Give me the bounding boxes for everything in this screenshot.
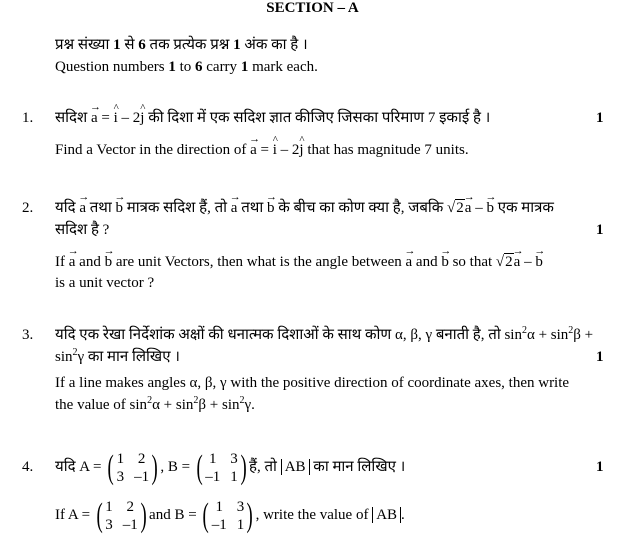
question-number: 1. <box>22 110 34 126</box>
text-fragment: γ. <box>244 397 255 413</box>
question-hindi <box>55 109 490 127</box>
text-fragment: 3 <box>105 516 113 533</box>
text-fragment: – 2 <box>276 142 300 158</box>
text-fragment: → a <box>465 199 472 217</box>
question-english <box>55 141 469 159</box>
text-fragment: से <box>120 37 139 53</box>
text-fragment: Find a Vector in the direction of <box>55 142 251 158</box>
text-fragment: 1 <box>215 498 223 515</box>
text-fragment: → b <box>535 253 543 271</box>
text-fragment: 1 <box>208 450 217 467</box>
question-english-cont: is a unit vector ? <box>55 275 155 291</box>
text-fragment: 2 <box>456 200 464 216</box>
text-fragment: 1 <box>168 59 176 75</box>
text-fragment: → b <box>105 253 113 271</box>
text-fragment: –1 <box>134 468 150 485</box>
text-fragment: 1 <box>230 468 238 485</box>
text-fragment: के बीच का कोण क्या है, जबकि <box>274 200 448 216</box>
parenthesis: ) <box>140 496 147 534</box>
text-fragment: का मान लिखिए । <box>309 459 406 475</box>
question-marks: 1 <box>596 459 604 475</box>
text-fragment: → b <box>267 199 275 217</box>
question-number: 4. <box>22 459 34 475</box>
text-fragment: the value of sin <box>55 397 148 413</box>
question-marks: 1 <box>596 222 604 238</box>
text-fragment: मात्रक सदिश हैं, तो <box>123 200 231 216</box>
text-fragment: , write the value of <box>255 507 373 523</box>
text-fragment: की दिशा में एक सदिश ज्ञात कीजिए जिसका परिमाण 7 इकाई है । <box>144 110 491 126</box>
text-fragment: 1 <box>116 450 125 467</box>
text-fragment: If <box>55 254 69 270</box>
square-root: √2 <box>447 200 464 216</box>
text-fragment: → a <box>91 109 98 127</box>
text-fragment: and <box>75 254 105 270</box>
section-title: SECTION – A <box>266 0 359 16</box>
text-fragment: 2 <box>568 325 574 336</box>
text-fragment: that has magnitude 7 units. <box>303 142 469 158</box>
square-root: √2 <box>495 254 513 270</box>
text-fragment: – 2 <box>117 110 141 126</box>
text-fragment: 6 <box>195 59 203 75</box>
text-fragment: AB <box>281 459 310 475</box>
question-english-cont <box>55 396 255 414</box>
text-fragment: 2 <box>239 395 245 406</box>
text-fragment: = <box>97 110 114 126</box>
question-hindi <box>55 199 554 217</box>
text-fragment: –1 <box>205 468 221 485</box>
text-fragment: and <box>412 254 442 270</box>
text-fragment: β + sin <box>198 397 240 413</box>
matrix-a <box>105 448 160 486</box>
question-number: 3. <box>22 327 34 343</box>
text-fragment: → b <box>116 199 124 217</box>
text-fragment: 2 <box>505 254 513 270</box>
parenthesis: ) <box>240 448 247 486</box>
matrix-b <box>194 448 249 486</box>
text-fragment: सदिश <box>55 110 91 126</box>
text-fragment: 2 <box>193 395 199 406</box>
question-english: If a line makes angles α, β, γ with the positive direction of coordinate axes, then write <box>55 375 570 391</box>
text-fragment: → b <box>486 199 494 217</box>
text-fragment: हैं, तो <box>249 459 281 475</box>
text-fragment: एक मात्रक <box>493 200 554 216</box>
matrix-part <box>205 451 238 485</box>
parenthesis: ( <box>107 448 115 486</box>
text-fragment: → b <box>441 253 449 271</box>
text-fragment: mark each. <box>248 59 318 75</box>
intro-hindi <box>55 36 308 54</box>
text-fragment: → a <box>231 199 238 217</box>
text-fragment: तथा <box>237 200 267 216</box>
text-fragment: तक प्रत्येक प्रश्न <box>145 37 234 53</box>
text-fragment: , B = <box>160 459 194 475</box>
text-fragment: so that <box>448 254 496 270</box>
text-fragment: 1 <box>113 37 121 53</box>
text-fragment: 3 <box>230 450 238 467</box>
text-fragment: 3 <box>116 468 125 485</box>
text-fragment: AB <box>372 507 401 523</box>
text-fragment: यदि एक रेखा निर्देशांक अक्षों की धनात्मक दिशाओं के साथ कोण α, β, γ बनाती है, तो sin <box>55 327 522 343</box>
question-hindi-cont <box>55 348 180 366</box>
text-fragment: ^ j <box>299 141 303 159</box>
text-fragment: Question numbers <box>55 59 169 75</box>
text-fragment: ^ i <box>114 109 118 127</box>
text-fragment: 2 <box>147 395 153 406</box>
matrix-part <box>212 499 245 533</box>
text-fragment: तथा <box>85 200 116 216</box>
text-fragment: carry <box>202 59 241 75</box>
text-fragment: 1 <box>233 37 241 53</box>
question-number: 2. <box>22 200 34 216</box>
text-fragment: 3 <box>236 498 245 515</box>
text-fragment: – <box>520 254 536 270</box>
parenthesis: ) <box>246 496 254 534</box>
parenthesis: ( <box>196 448 203 486</box>
question-hindi <box>55 440 405 494</box>
question-marks: 1 <box>596 349 604 365</box>
matrix-part <box>117 451 150 485</box>
text-fragment: 1 <box>240 59 249 75</box>
parenthesis: ( <box>96 496 103 534</box>
text-fragment: 6 <box>138 37 146 53</box>
text-fragment: sin <box>55 349 73 365</box>
parenthesis: ( <box>202 496 210 534</box>
parenthesis: ) <box>151 448 158 486</box>
text-fragment: 2 <box>137 450 146 467</box>
text-fragment: = <box>256 142 273 158</box>
text-fragment: – <box>471 200 487 216</box>
text-fragment: 1 <box>105 498 113 515</box>
question-hindi <box>55 326 593 344</box>
text-fragment: प्रश्न संख्या <box>55 37 114 53</box>
intro-english <box>55 58 318 76</box>
text-fragment: If A = <box>55 507 94 523</box>
text-fragment: –1 <box>122 516 138 533</box>
text-fragment: → a <box>79 199 86 217</box>
text-fragment: α + sin <box>526 327 569 343</box>
matrix-a <box>94 496 149 534</box>
text-fragment: –1 <box>211 516 227 533</box>
matrix-b <box>200 496 255 534</box>
text-fragment: 2 <box>521 325 527 336</box>
text-fragment: → a <box>514 253 521 271</box>
question-english <box>55 253 543 271</box>
text-fragment: . <box>401 507 405 523</box>
text-fragment: γ का मान लिखिए । <box>77 349 180 365</box>
text-fragment: and B = <box>149 507 201 523</box>
text-fragment: ^ i <box>273 141 277 159</box>
text-fragment: α + sin <box>152 397 194 413</box>
question-english <box>55 488 405 542</box>
question-marks: 1 <box>596 110 604 126</box>
question-hindi-cont: सदिश है ? <box>55 222 110 238</box>
text-fragment: are unit Vectors, then what is the angle between <box>112 254 406 270</box>
text-fragment: 2 <box>72 347 78 358</box>
text-fragment: ^ j <box>140 109 144 127</box>
text-fragment: यदि A = <box>55 459 106 475</box>
text-fragment: यदि <box>55 200 80 216</box>
text-fragment: अंक का है । <box>240 37 308 53</box>
matrix-part <box>105 499 138 533</box>
text-fragment: 2 <box>126 498 134 515</box>
text-fragment: β + <box>573 327 594 343</box>
text-fragment: → a <box>69 253 76 271</box>
text-fragment: 1 <box>236 516 245 533</box>
text-fragment: → a <box>250 141 257 159</box>
text-fragment: → a <box>405 253 412 271</box>
text-fragment: to <box>175 59 195 75</box>
